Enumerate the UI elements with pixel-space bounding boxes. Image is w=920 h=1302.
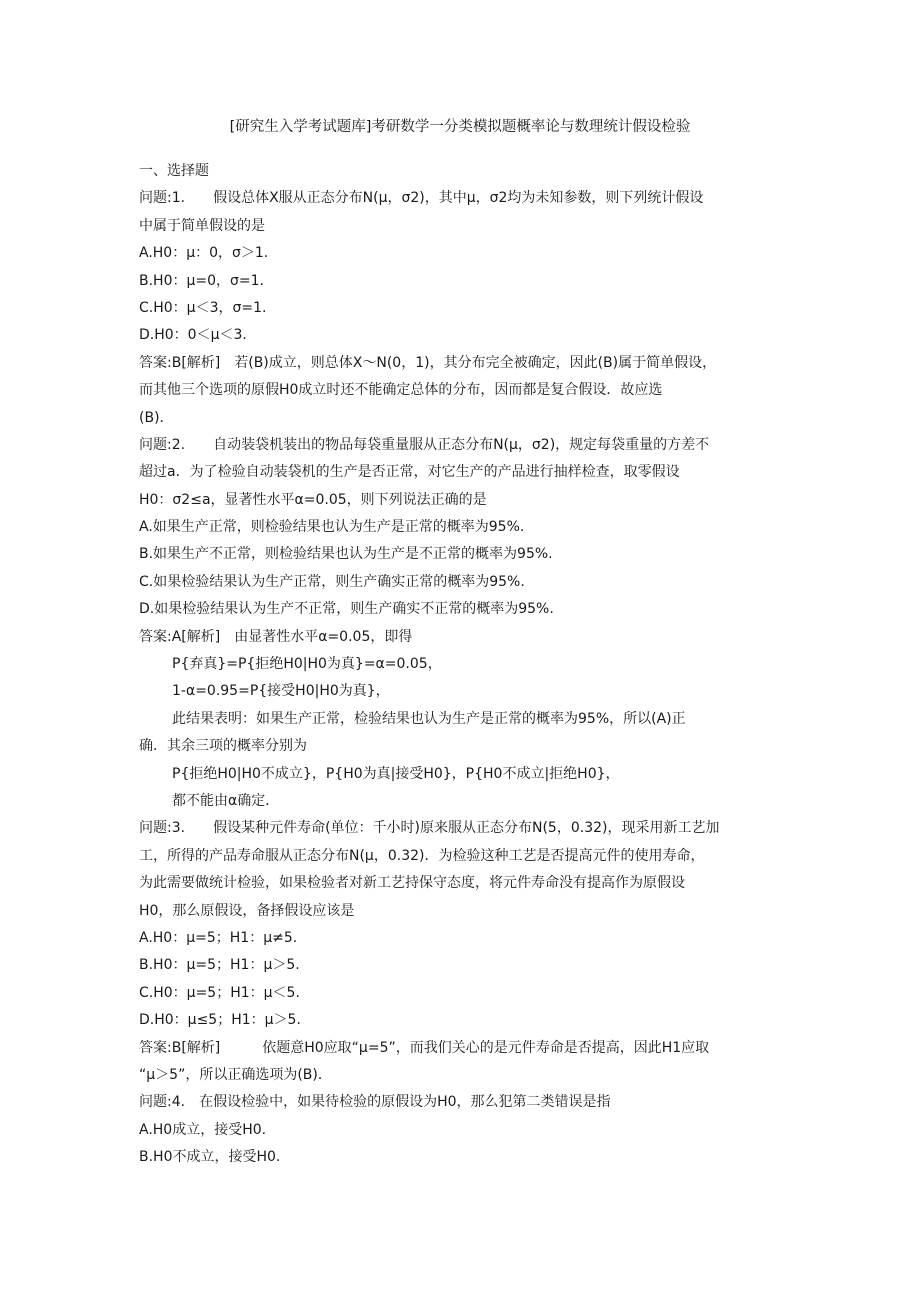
question-2-answer-explanation: 此结果表明：如果生产正常，检验结果也认为生产是正常的概率为95%，所以(A)正 [172,710,686,727]
question-2-stem-cont: H0：σ2≤a，显著性水平α=0.05，则下列说法正确的是 [139,491,487,508]
question-1-option-c: C.H0：μ＜3，σ=1. [139,299,267,316]
question-1-option-b: B.H0：μ=0，σ=1. [139,272,264,289]
question-3-option-b: B.H0：μ=5；H1：μ＞5. [139,957,300,974]
question-3-option-d: D.H0：μ≤5；H1：μ＞5. [139,1012,301,1029]
question-2-option-d: D.如果检验结果认为生产不正常，则生产确实不正常的概率为95%. [139,601,554,618]
question-2-answer-formula: P{拒绝H0|H0不成立}，P{H0为真|接受H0}，P{H0不成立|拒绝H0}， [172,765,620,782]
question-3-stem-cont: H0，那么原假设，备择假设应该是 [139,902,355,919]
question-2-answer-explanation-cont: 确．其余三项的概率分别为 [139,738,307,755]
question-4-option-b: B.H0不成立，接受H0. [139,1149,281,1166]
question-2-stem: 问题:2. 自动装袋机装出的物品每袋重量服从正态分布N(μ，σ2)，规定每袋重量的方差不 [139,436,710,453]
question-1-answer-cont: 而其他三个选项的原假H0成立时还不能确定总体的分布，因而都是复合假设．故应选 [139,382,663,399]
question-2-stem-cont: 超过a．为了检验自动装袋机的生产是否正常，对它生产的产品进行抽样检查，取零假设 [139,464,680,481]
question-1-answer: 答案:B[解析] 若(B)成立，则总体X～N(0，1)，其分布完全被确定，因此(B)属于简单假设， [139,354,717,371]
question-3-stem: 问题:3. 假设某种元件寿命(单位：千小时)原来服从正态分布N(5，0.32)，现采用新工艺加 [139,820,720,837]
question-1-answer-cont: (B)． [139,409,174,426]
question-3-option-c: C.H0：μ=5；H1：μ＜5. [139,984,300,1001]
document-body [139,158,789,1171]
question-3-stem-cont: 为此需要做统计检验，如果检验者对新工艺持保守态度，将元件寿命没有提高作为原假设 [139,875,685,892]
question-3-option-a: A.H0：μ=5；H1：μ≠5. [139,929,298,946]
section-heading: 一、选择题 [139,163,209,179]
question-2-answer-formula: P{弃真}=P{拒绝H0|H0为真}=α=0.05， [172,656,442,673]
question-3-stem-cont: 工，所得的产品寿命服从正态分布N(μ，0.32)．为检验这种工艺是否提高元件的使用寿命， [139,847,705,864]
question-2-option-c: C.如果检验结果认为生产正常，则生产确实正常的概率为95%. [139,573,525,590]
question-2-answer: 答案:A[解析] 由显著性水平α=0.05，即得 [139,628,413,645]
question-4-option-a: A.H0成立，接受H0. [139,1121,267,1138]
question-1-option-a: A.H0：μ：0，σ＞1. [139,245,269,262]
question-4-stem: 问题:4. 在假设检验中，如果待检验的原假设为H0，那么犯第二类错误是指 [139,1094,611,1111]
question-1-option-d: D.H0：0＜μ＜3. [139,327,247,344]
document-title: [研究生入学考试题库]考研数学一分类模拟题概率论与数理统计假设检验 [229,119,691,135]
question-1-stem: 问题:1. 假设总体X服从正态分布N(μ，σ2)，其中μ，σ2均为未知参数，则下列统计假设 [139,190,704,207]
question-2-answer-formula: 1-α=0.95=P{接受H0|H0为真}， [172,683,390,700]
question-1-stem-cont: 中属于简单假设的是 [139,217,265,234]
question-2-option-b: B.如果生产不正常，则检验结果也认为生产是不正常的概率为95%. [139,546,553,563]
question-3-answer-cont: “μ＞5”，所以正确选项为(B)． [139,1066,332,1083]
question-2-answer-conclusion: 都不能由α确定． [172,792,280,809]
question-3-answer: 答案:B[解析] 依题意H0应取“μ=5”，而我们关心的是元件寿命是否提高，因此H1应取 [139,1039,710,1056]
question-2-option-a: A.如果生产正常，则检验结果也认为生产是正常的概率为95%. [139,519,525,536]
